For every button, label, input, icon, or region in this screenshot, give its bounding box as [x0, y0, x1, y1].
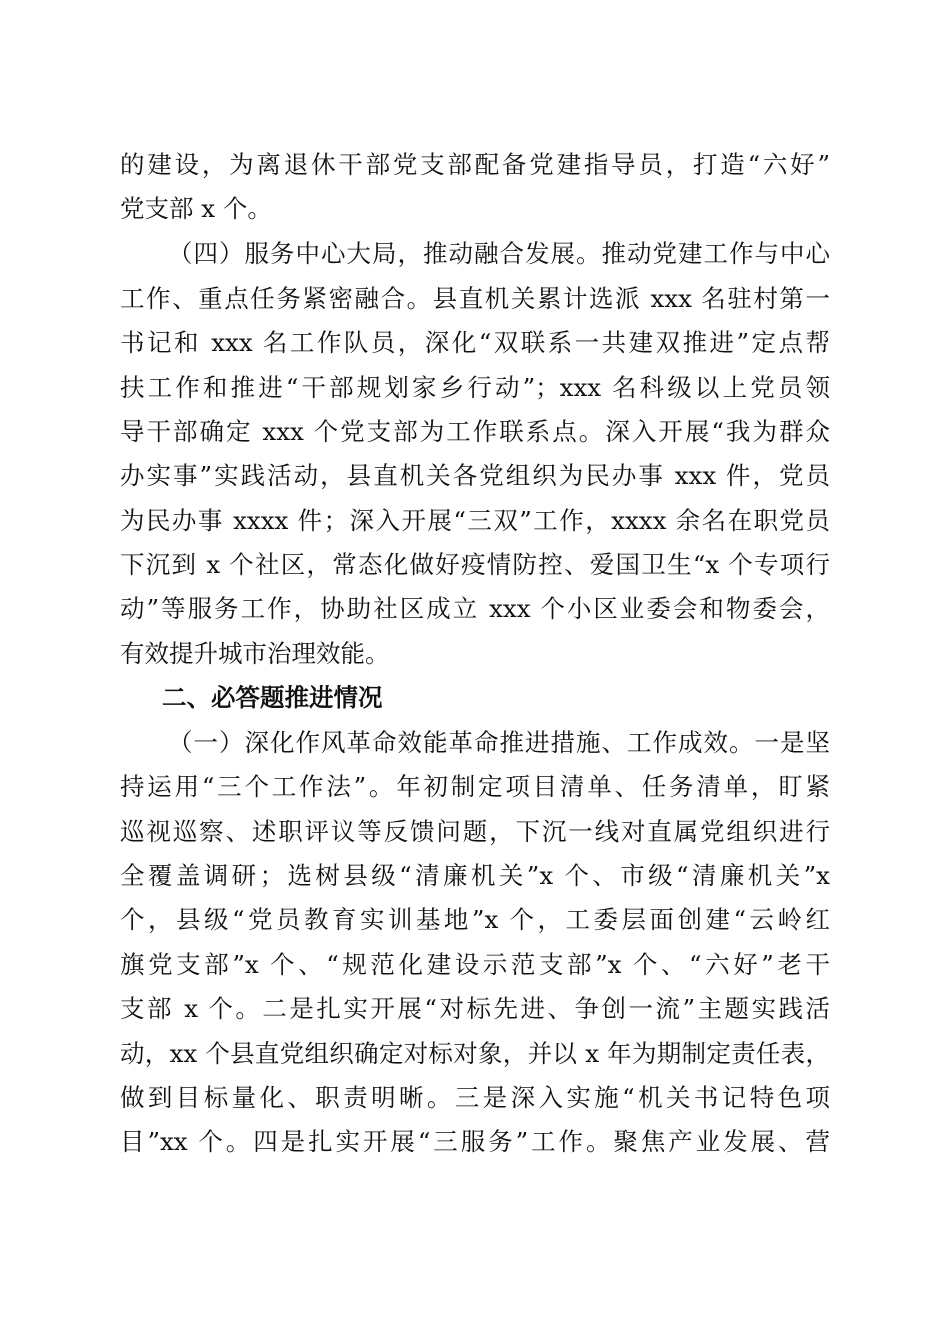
text-line: 个，县级“党员教育实训基地”x 个，工委层面创建“云岭红: [120, 905, 830, 934]
text-line: 下沉到 x 个社区，常态化做好疫情防控、爱国卫生“x 个专项行: [120, 550, 830, 579]
text-line: 工作、重点任务紧密融合。县直机关累计选派 xxx 名驻村第一: [120, 284, 830, 313]
text-line: 做到目标量化、职责明晰。三是深入实施“机关书记特色项: [120, 1083, 830, 1112]
text-line: 旗党支部”x 个、“规范化建设示范支部”x 个、“六好”老干: [120, 950, 830, 979]
text-line: 扶工作和推进“干部规划家乡行动”；xxx 名科级以上党员领: [120, 373, 830, 402]
text-line: 动，xx 个县直党组织确定对标对象，并以 x 年为期制定责任表，: [120, 1039, 830, 1068]
paragraph-lead-line: （一）深化作风革命效能革命推进措施、工作成效。一是坚: [168, 728, 830, 757]
text-line: 持运用“三个工作法”。年初制定项目清单、任务清单，盯紧: [120, 772, 830, 801]
text-line: 党支部 x 个。: [120, 194, 272, 223]
text-line: 为民办事 xxxx 件；深入开展“三双”工作，xxxx 余名在职党员: [120, 506, 830, 535]
text-line: 办实事”实践活动，县直机关各党组织为民办事 xxx 件，党员: [120, 461, 830, 490]
text-line: 巡视巡察、述职评议等反馈问题，下沉一线对直属党组织进行: [120, 817, 830, 846]
text-line: 支部 x 个。二是扎实开展“对标先进、争创一流”主题实践活: [120, 994, 830, 1023]
paragraph-lead-line: （四）服务中心大局，推动融合发展。推动党建工作与中心: [168, 239, 830, 268]
text-line: 全覆盖调研；选树县级“清廉机关”x 个、市级“清廉机关”x: [120, 861, 830, 890]
text-line: 的建设，为离退休干部党支部配备党建指导员，打造“六好”: [120, 150, 830, 179]
text-line: 导干部确定 xxx 个党支部为工作联系点。深入开展“我为群众: [120, 417, 830, 446]
text-line: 有效提升城市治理效能。: [120, 639, 390, 668]
text-line: 目”xx 个。四是扎实开展“三服务”工作。聚焦产业发展、营: [120, 1127, 830, 1156]
text-line: 动”等服务工作，协助社区成立 xxx 个小区业委会和物委会，: [120, 594, 830, 623]
text-line: 书记和 xxx 名工作队员，深化“双联系一共建双推进”定点帮: [120, 328, 830, 357]
section-heading: 二、必答题推进情况: [162, 683, 383, 712]
